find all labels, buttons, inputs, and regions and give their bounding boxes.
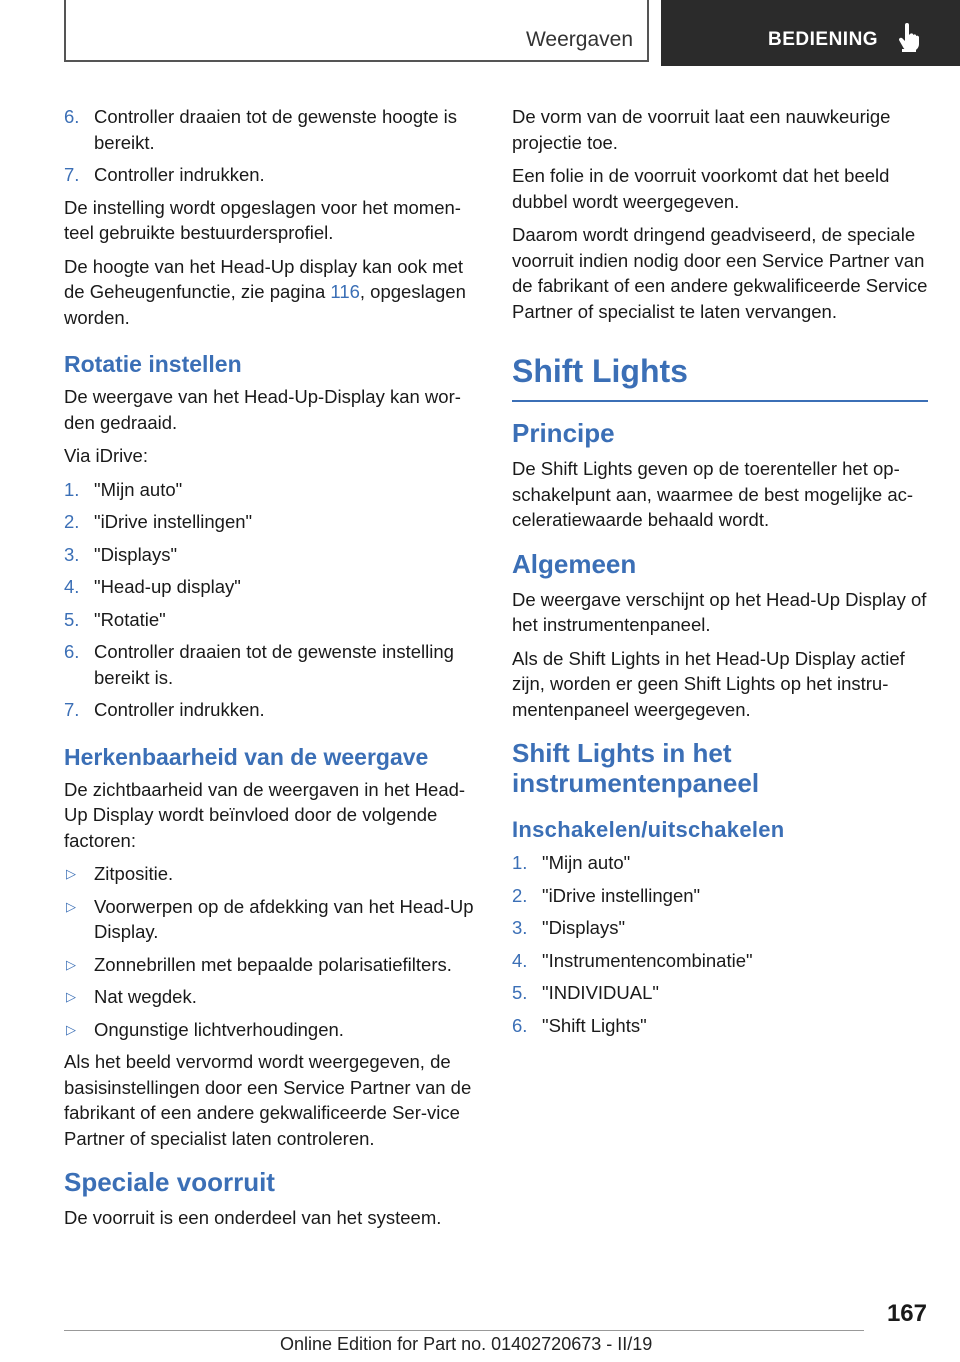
step-number: 5.: [64, 608, 80, 630]
paragraph-text: De hoogte van het Head-Up display kan ook met de Geheugenfunctie, zie pagina: [64, 255, 464, 302]
step-text: "Instrumentencombinatie": [542, 949, 753, 971]
triangle-bullet-icon: ▷: [66, 1021, 76, 1037]
step-text: "Shift Lights": [542, 1014, 647, 1036]
heading-principe: Principe: [512, 418, 615, 448]
paragraph: Daarom wordt dringend geadviseerd, de speciale voorruit indien nodig door een Service Partner van de fabrikant of een andere gekwalificeerde Service Partner of specialist te laten vervangen.: [512, 224, 928, 322]
step-text: Controller draaien tot de gewenste hoogte is bereikt.: [94, 106, 458, 153]
page-link[interactable]: 116: [330, 281, 360, 302]
step-text: "Displays": [542, 917, 626, 938]
paragraph: De voorruit is een onderdeel van het systeem.: [64, 1207, 442, 1228]
heading-rotatie: Rotatie instellen: [64, 351, 242, 377]
list-item: [64, 697, 480, 723]
bullet-text: Nat wegdek.: [94, 986, 197, 1007]
paragraph-text: , opgeslagen worden.: [64, 281, 466, 328]
section-header-box: [64, 0, 649, 62]
list-item: [64, 104, 480, 155]
list-item: [64, 509, 480, 535]
step-number: 4.: [64, 576, 80, 597]
step-number: 7.: [64, 699, 80, 720]
paragraph: Via iDrive:: [64, 445, 148, 466]
triangle-bullet-icon: ▷: [66, 956, 76, 972]
paragraph: Als de Shift Lights in het Head-Up Display actief zijn, worden er geen Shift Lights op het instru‐mentenpaneel weergegeven.: [512, 647, 905, 720]
step-text: "iDrive instellingen": [94, 511, 253, 532]
step-text: "Head-up display": [94, 576, 241, 597]
step-text: Controller indrukken.: [94, 699, 265, 720]
step-text: "Mijn auto": [542, 852, 631, 873]
bullet-text: Zonnebrillen met bepaalde polarisatiefilters.: [94, 953, 452, 975]
heading-inschakelen: Inschakelen/uitschakelen: [512, 817, 785, 842]
step-text: "Displays": [94, 543, 178, 565]
step-number: 6.: [512, 1014, 528, 1036]
heading-shift-lights: Shift Lights: [512, 352, 928, 402]
list-item: [512, 915, 928, 941]
section-title: Weergaven: [525, 28, 633, 51]
step-number: 3.: [512, 917, 528, 938]
paragraph: De weergave verschijnt op het Head-Up Display of het instrumentenpaneel.: [512, 588, 927, 635]
list-item: [64, 162, 480, 188]
step-text: Controller draaien tot de gewenste instelling bereikt is.: [94, 641, 454, 688]
step-number: 6.: [64, 641, 80, 662]
list-item: [512, 948, 928, 974]
bullet-text: Voorwerpen op de afdekking van het Head-Up Display.: [94, 895, 474, 942]
bullet-text: Zitpositie.: [94, 863, 174, 884]
step-number: 1.: [512, 852, 528, 873]
paragraph: Een folie in de voorruit voorkomt dat het beeld dubbel wordt weergegeven.: [512, 165, 890, 212]
chapter-tab: [661, 0, 960, 66]
step-text: "Mijn auto": [94, 478, 183, 500]
step-number: 3.: [64, 543, 80, 565]
step-number: 6.: [64, 106, 80, 127]
bullet-item: [64, 984, 480, 1010]
left-column: [64, 104, 480, 1239]
step-number: 2.: [512, 884, 528, 906]
footer-divider: [64, 1330, 864, 1331]
list-item: [64, 607, 480, 633]
step-text: "INDIVIDUAL": [542, 982, 659, 1003]
list-item: [512, 1013, 928, 1039]
paragraph: De Shift Lights geven op de toerenteller het op‐schakelpunt aan, waarmee de best mogelijke ac‐celeratiewaarde behaald wordt.: [512, 458, 914, 530]
list-item: [64, 574, 480, 600]
list-item: [512, 980, 928, 1006]
list-item: [64, 639, 480, 690]
right-column: [512, 104, 928, 1045]
list-item: [64, 477, 480, 503]
bullet-item: [64, 1017, 480, 1043]
step-number: 1.: [64, 478, 80, 500]
paragraph: De weergave van het Head-Up-Display kan wor‐den gedraaid.: [64, 386, 461, 433]
step-number: 5.: [512, 982, 528, 1003]
triangle-bullet-icon: ▷: [66, 989, 76, 1004]
bullet-text: Ongunstige lichtverhoudingen.: [94, 1018, 344, 1040]
paragraph: De vorm van de voorruit laat een nauwkeurige projectie toe.: [512, 106, 891, 153]
step-number: 7.: [64, 164, 80, 185]
triangle-bullet-icon: ▷: [66, 866, 76, 881]
paragraph: [64, 254, 480, 331]
step-text: "Rotatie": [94, 608, 166, 630]
chapter-title: BEDIENING: [768, 29, 879, 50]
step-text: "iDrive instellingen": [542, 884, 701, 906]
edition-footer: Online Edition for Part no. 01402720673 - II/19: [280, 1334, 653, 1354]
hand-pointer-icon: [898, 23, 922, 53]
list-item: [512, 850, 928, 876]
bullet-item: [64, 861, 480, 887]
list-item: [512, 883, 928, 909]
step-text: Controller indrukken.: [94, 164, 265, 185]
paragraph: Als het beeld vervormd wordt weergegeven, de basisinstellingen door een Service Partner van de fabrikant of een andere gekwalificeerde Ser‐vice Partner of specialist laten controleren.: [64, 1051, 472, 1149]
bullet-item: [64, 894, 480, 945]
paragraph: De zichtbaarheid van de weergaven in het Head-Up Display wordt beïnvloed door de volgende factoren:: [64, 778, 466, 851]
page-header: [0, 0, 960, 66]
paragraph: De instelling wordt opgeslagen voor het momen‐teel gebruikte bestuurdersprofiel.: [64, 196, 461, 243]
bullet-item: [64, 952, 480, 978]
triangle-bullet-icon: ▷: [66, 898, 76, 914]
step-number: 2.: [64, 511, 80, 532]
heading-algemeen: Algemeen: [512, 548, 637, 579]
list-item: [64, 542, 480, 568]
heading-shift-lights-instrumentenpaneel: Shift Lights in het instrumentenpaneel: [512, 738, 760, 798]
heading-herkenbaarheid: Herkenbaarheid van de weergave: [64, 743, 429, 770]
step-number: 4.: [512, 949, 528, 971]
page-number: 167: [886, 1300, 927, 1327]
heading-speciale-voorruit: Speciale voorruit: [64, 1167, 275, 1197]
